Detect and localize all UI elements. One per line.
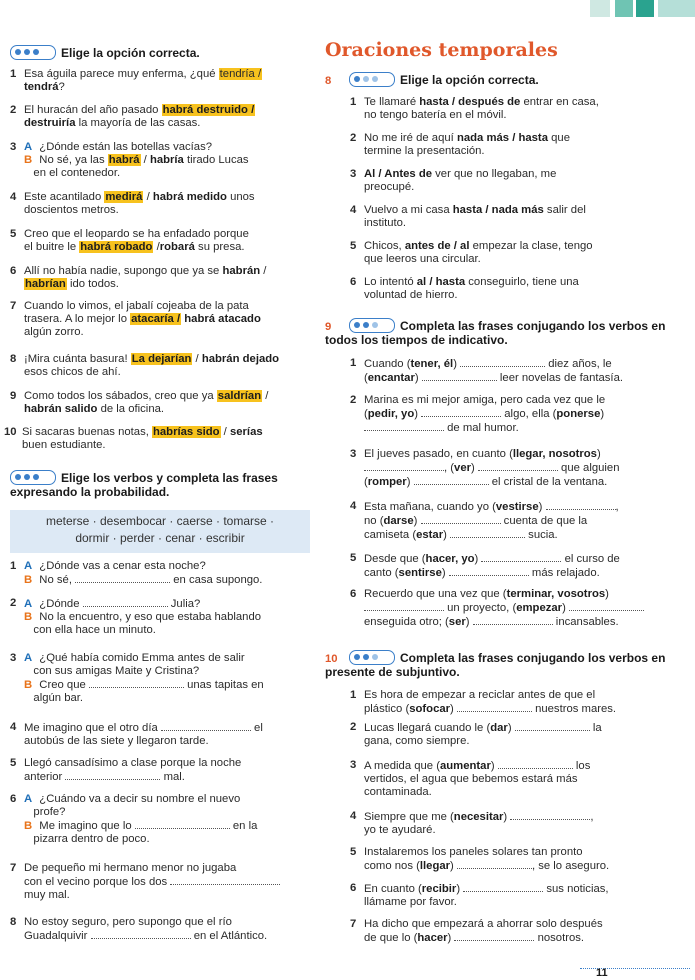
word-bank-line: dormir · perder · cenar · escribir <box>75 531 245 545</box>
list-item: 6 A ¿Cuándo va a decir su nombre el nuevo profe? B Me imagino que lo en la pizarra dentro de poco. <box>10 793 258 845</box>
level-dots-icon <box>349 318 395 333</box>
list-item: 4 Esta mañana, cuando yo (vestirse) , no (darse) cuenta de que la camiseta (estar) sucia. <box>350 500 619 541</box>
exercise-number: 8 <box>325 75 332 87</box>
header-bar-mid <box>615 0 633 17</box>
list-item: 6 En cuanto (recibir) sus noticias, llámame por favor. <box>350 882 609 908</box>
word-bank-line: meterse · desembocar · caerse · tomarse · <box>45 514 275 528</box>
list-item: 5 Creo que el leopardo se ha enfadado porque el buitre le habrá robado /robará su presa. <box>10 228 249 253</box>
header-bar-edge <box>658 0 695 17</box>
list-item: 10 Si sacaras buenas notas, habrías sido / serías buen estudiante. <box>4 426 263 451</box>
list-item: 1 A ¿Dónde vas a cenar esta noche? B No sé, en casa supongo. <box>10 560 263 586</box>
list-item: 2 Marina es mi mejor amiga, pero cada vez que le (pedir, yo) algo, ella (ponerse) de mal humor. <box>350 394 606 434</box>
list-item: 6 Recuerdo que una vez que (terminar, vosotros) un proyecto, (empezar) enseguida otro; (ser) incansables. <box>350 588 670 629</box>
list-item: 7 De pequeño mi hermano menor no jugaba con el vecino porque los dos muy mal. <box>10 862 310 902</box>
list-item: 1 Cuando (tener, él) diez años, le (encantar) leer novelas de fantasía. <box>350 357 623 384</box>
list-item: 3 A ¿Qué había comido Emma antes de salir con sus amigas Maite y Cristina? B Creo que unas tapitas en algún bar. <box>10 652 264 704</box>
list-item: 7 Ha dicho que empezará a ahorrar solo después de que lo (hacer) nosotros. <box>350 918 603 944</box>
level-dots-icon <box>10 470 56 485</box>
exercise-title-10: 10 Completa las frases conjugando los verbos en presente de subjuntivo. <box>325 651 666 679</box>
list-item: 9 Como todos los sábados, creo que ya saldrían / habrán salido de la oficina. <box>10 390 269 415</box>
level-dots-icon <box>10 45 56 60</box>
level-dots-icon <box>349 650 395 665</box>
list-item: 3 A ¿Dónde están las botellas vacías? B No sé, ya las habrá / habría tirado Lucas en el contenedor. <box>10 141 249 179</box>
list-item: 5 Chicos, antes de / al empezar la clase, tengo que leeros una circular. <box>350 240 593 265</box>
list-item: 4 Vuelvo a mi casa hasta / nada más salir del instituto. <box>350 204 586 229</box>
list-item: 2 No me iré de aquí nada más / hasta que termine la presentación. <box>350 132 570 157</box>
page-title: Oraciones temporales <box>325 39 558 61</box>
list-item: 5 Desde que (hacer, yo) el curso de canto (sentirse) más relajado. <box>350 552 620 579</box>
page-number: 11 <box>596 967 608 979</box>
exercise-number: 10 <box>325 653 338 665</box>
list-item: 3 A medida que (aumentar) los vertidos, el agua que bebemos estará más contaminada. <box>350 759 591 798</box>
list-item: 3 El jueves pasado, en cuanto (llegar, nosotros) , (ver) que alguien (romper) el cristal de la ventana. <box>350 448 620 488</box>
list-item: 5 Llegó cansadísimo a clase porque la noche anterior mal. <box>10 757 242 783</box>
list-item: 7 Cuando lo vimos, el jabalí cojeaba de la pata trasera. A lo mejor lo atacaría / habrá atacado algún zorro. <box>10 300 261 338</box>
list-item: 1 Te llamaré hasta / después de entrar en casa, no tengo batería en el móvil. <box>350 96 599 121</box>
word-bank <box>10 510 310 553</box>
list-item: 2 Lucas llegará cuando le (dar) la gana, como siempre. <box>350 721 602 747</box>
list-item: 2 El huracán del año pasado habrá destruido / destruiría la mayoría de las casas. <box>10 104 255 129</box>
exercise-title-left: Elige la opción correcta. <box>10 45 200 61</box>
list-item: 4 Me imagino que el otro día el autobús de las siete y llegaron tarde. <box>10 721 263 747</box>
header-bar-light <box>590 0 610 17</box>
level-dots-icon <box>349 72 395 87</box>
list-item: 2 A ¿Dónde Julia? B No la encuentro, y eso que estaba hablando con ella hace un minuto. <box>10 597 262 636</box>
list-item: 8 ¡Mira cuánta basura! La dejarían / habrán dejado esos chicos de ahí. <box>10 353 280 378</box>
header-bar-dark <box>636 0 654 17</box>
list-item: 1 Es hora de empezar a reciclar antes de que el plástico (sofocar) nuestros mares. <box>350 689 617 715</box>
exercise-title-8: 8 Elige la opción correcta. <box>325 73 539 87</box>
exercise-title-probability: Elige los verbos y completa las frases expresando la probabilidad. <box>10 471 278 499</box>
list-item: 1 Esa águila parece muy enferma, ¿qué tendría / tendrá? <box>10 68 262 93</box>
list-item: 4 Siempre que me (necesitar) , yo te ayudaré. <box>350 810 594 836</box>
list-item: 3 Al / Antes de ver que no llegaban, me preocupé. <box>350 168 557 193</box>
exercise-number: 9 <box>325 321 332 333</box>
list-item: 6 Lo intentó al / hasta conseguirlo, tiene una voluntad de hierro. <box>350 276 579 301</box>
list-item: 8 No estoy seguro, pero supongo que el río Guadalquivir en el Atlántico. <box>10 916 268 942</box>
list-item: 5 Instalaremos los paneles solares tan pronto como nos (llegar) , se lo aseguro. <box>350 846 610 872</box>
list-item: 4 Este acantilado medirá / habrá medido unos doscientos metros. <box>10 191 255 216</box>
list-item: 6 Allí no había nadie, supongo que ya se habrán / habrían ido todos. <box>10 265 267 290</box>
exercise-title-9: 9 Completa las frases conjugando los verbos en todos los tiempos de indicativo. <box>325 319 666 347</box>
